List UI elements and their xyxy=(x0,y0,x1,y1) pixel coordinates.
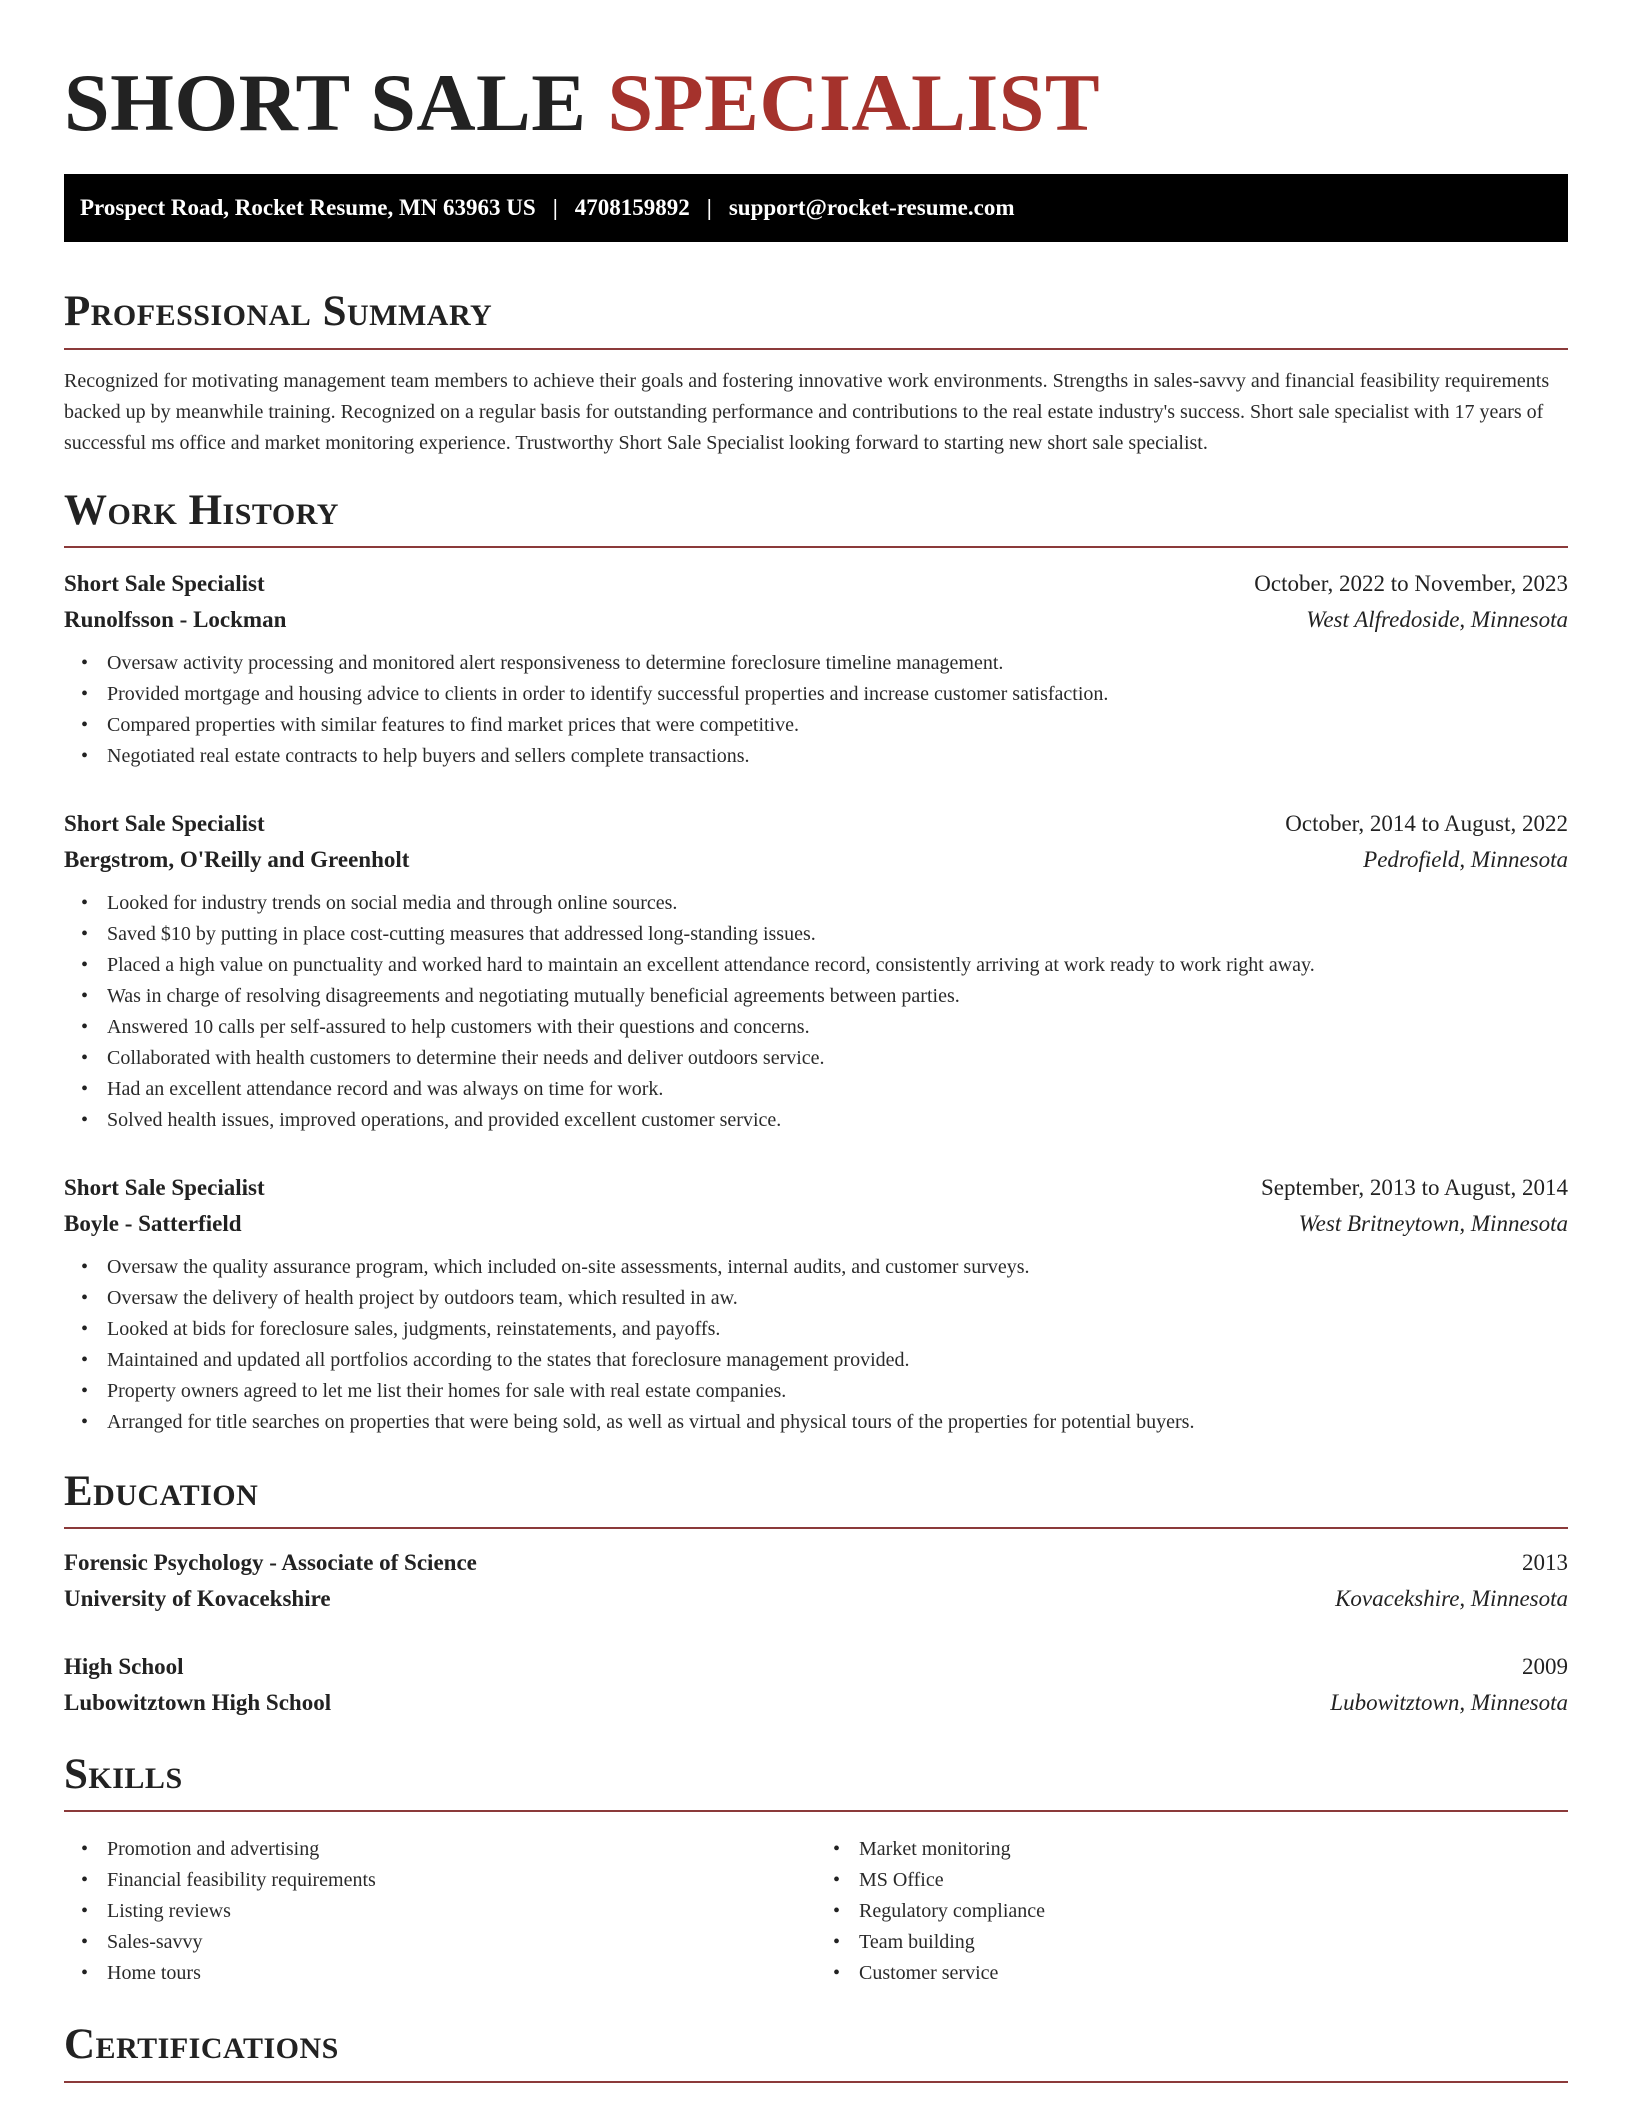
skills-column-left xyxy=(64,1834,816,1989)
contact-phone: 4708159892 xyxy=(574,195,690,221)
education-location: Kovacekshire, Minnesota xyxy=(1335,1586,1568,1612)
education-entry xyxy=(64,1649,1568,1721)
job-entry xyxy=(64,806,1568,1136)
job-location: Pedrofield, Minnesota xyxy=(1363,846,1568,872)
skill-item: • Market monitoring xyxy=(859,1834,1568,1865)
job-duty: • Compared properties with similar features to find market prices that were competitive. xyxy=(107,710,1568,741)
contact-separator: | xyxy=(552,195,558,221)
skill-item: • Regulatory compliance xyxy=(859,1896,1568,1927)
education-school: Lubowitztown High School xyxy=(64,1690,332,1716)
title-accent: SPECIALIST xyxy=(607,57,1101,148)
job-duty: • Property owners agreed to let me list their homes for sale with real estate companies. xyxy=(107,1376,1568,1407)
job-duty: • Oversaw the delivery of health project by outdoors team, which resulted in aw. xyxy=(107,1283,1568,1314)
job-entry xyxy=(64,566,1568,772)
job-duties xyxy=(64,648,1568,772)
skills-list xyxy=(64,1824,1568,1989)
job-company: Bergstrom, O'Reilly and Greenholt xyxy=(64,846,410,872)
work-history-heading: Work History xyxy=(64,487,1568,548)
skill-item: • Customer service xyxy=(859,1958,1568,1989)
job-duty: • Collaborated with health customers to determine their needs and deliver outdoors service. xyxy=(107,1043,1568,1074)
skill-item: • Promotion and advertising xyxy=(107,1834,816,1865)
skills-column-right xyxy=(816,1834,1568,1989)
education-degree: High School xyxy=(64,1654,184,1680)
job-duty: • Looked at bids for foreclosure sales, judgments, reinstatements, and payoffs. xyxy=(107,1314,1568,1345)
skill-item: • MS Office xyxy=(859,1865,1568,1896)
contact-email: support@rocket-resume.com xyxy=(728,195,1015,221)
skills-heading: Skills xyxy=(64,1751,1568,1812)
education-degree: Forensic Psychology - Associate of Science xyxy=(64,1550,477,1576)
skill-item: • Sales-savvy xyxy=(107,1927,816,1958)
job-dates: September, 2013 to August, 2014 xyxy=(1260,1174,1568,1200)
job-title: Short Sale Specialist xyxy=(64,810,265,836)
job-duties xyxy=(64,888,1568,1136)
education-heading: Education xyxy=(64,1468,1568,1529)
job-duty: • Arranged for title searches on properties that were being sold, as well as virtual and physical tours of the properties for potential buyers. xyxy=(107,1407,1568,1438)
job-duty: • Negotiated real estate contracts to help buyers and sellers complete transactions. xyxy=(107,741,1568,772)
title-main: SHORT SALE xyxy=(64,57,587,148)
job-duty: • Solved health issues, improved operations, and provided excellent customer service. xyxy=(107,1105,1568,1136)
education-year: 2013 xyxy=(1522,1550,1568,1576)
job-duty: • Answered 10 calls per self-assured to help customers with their questions and concerns. xyxy=(107,1012,1568,1043)
job-company: Runolfsson - Lockman xyxy=(64,606,287,632)
job-duty: • Was in charge of resolving disagreements and negotiating mutually beneficial agreements between parties. xyxy=(107,981,1568,1012)
job-location: West Britneytown, Minnesota xyxy=(1298,1210,1568,1236)
job-duty: • Provided mortgage and housing advice to clients in order to identify successful properties and increase customer satisfaction. xyxy=(107,679,1568,710)
job-duty: • Placed a high value on punctuality and worked hard to maintain an excellent attendance record, consistently arriving at work ready to work right away. xyxy=(107,950,1568,981)
job-dates: October, 2014 to August, 2022 xyxy=(1285,810,1568,836)
education-entry xyxy=(64,1545,1568,1617)
job-location: West Alfredoside, Minnesota xyxy=(1306,606,1568,632)
skill-item: • Team building xyxy=(859,1927,1568,1958)
skill-item: • Listing reviews xyxy=(107,1896,816,1927)
skill-item: • Home tours xyxy=(107,1958,816,1989)
job-duties xyxy=(64,1252,1568,1438)
job-duty: • Had an excellent attendance record and was always on time for work. xyxy=(107,1074,1568,1105)
job-entry xyxy=(64,1170,1568,1438)
contact-separator: | xyxy=(706,195,712,221)
job-company: Boyle - Satterfield xyxy=(64,1210,242,1236)
certifications-heading: Certifications xyxy=(64,2021,1568,2082)
skill-item: • Financial feasibility requirements xyxy=(107,1865,816,1896)
job-duty: • Maintained and updated all portfolios according to the states that foreclosure management provided. xyxy=(107,1345,1568,1376)
education-year: 2009 xyxy=(1522,1654,1568,1680)
resume-title xyxy=(64,0,1568,150)
job-duty: • Oversaw activity processing and monitored alert responsiveness to determine foreclosure timeline management. xyxy=(107,648,1568,679)
job-duty: • Looked for industry trends on social media and through online sources. xyxy=(107,888,1568,919)
job-title: Short Sale Specialist xyxy=(64,1174,265,1200)
job-title: Short Sale Specialist xyxy=(64,570,265,596)
job-duty: • Oversaw the quality assurance program, which included on-site assessments, internal audits, and customer surveys. xyxy=(107,1252,1568,1283)
contact-address: Prospect Road, Rocket Resume, MN 63963 US xyxy=(80,195,536,221)
education-school: University of Kovacekshire xyxy=(64,1586,331,1612)
summary-heading: Professional Summary xyxy=(64,288,1568,349)
contact-bar xyxy=(64,174,1568,242)
job-dates: October, 2022 to November, 2023 xyxy=(1254,570,1568,596)
summary-text: Recognized for motivating management team members to achieve their goals and fostering innovative work environments. Strengths in sales-savvy and financial feasibility requirements backed up by meanwhile training. Recognized on a regular basis for outstanding performance and contributions to the real estate industry's success. Short sale specialist with 17 years of successful ms office and market monitoring experience. Trustworthy Short Sale Specialist looking forward to starting new short sale specialist. xyxy=(64,369,1550,454)
education-location: Lubowitztown, Minnesota xyxy=(1330,1690,1568,1716)
job-duty: • Saved $10 by putting in place cost-cutting measures that addressed long-standing issues. xyxy=(107,919,1568,950)
